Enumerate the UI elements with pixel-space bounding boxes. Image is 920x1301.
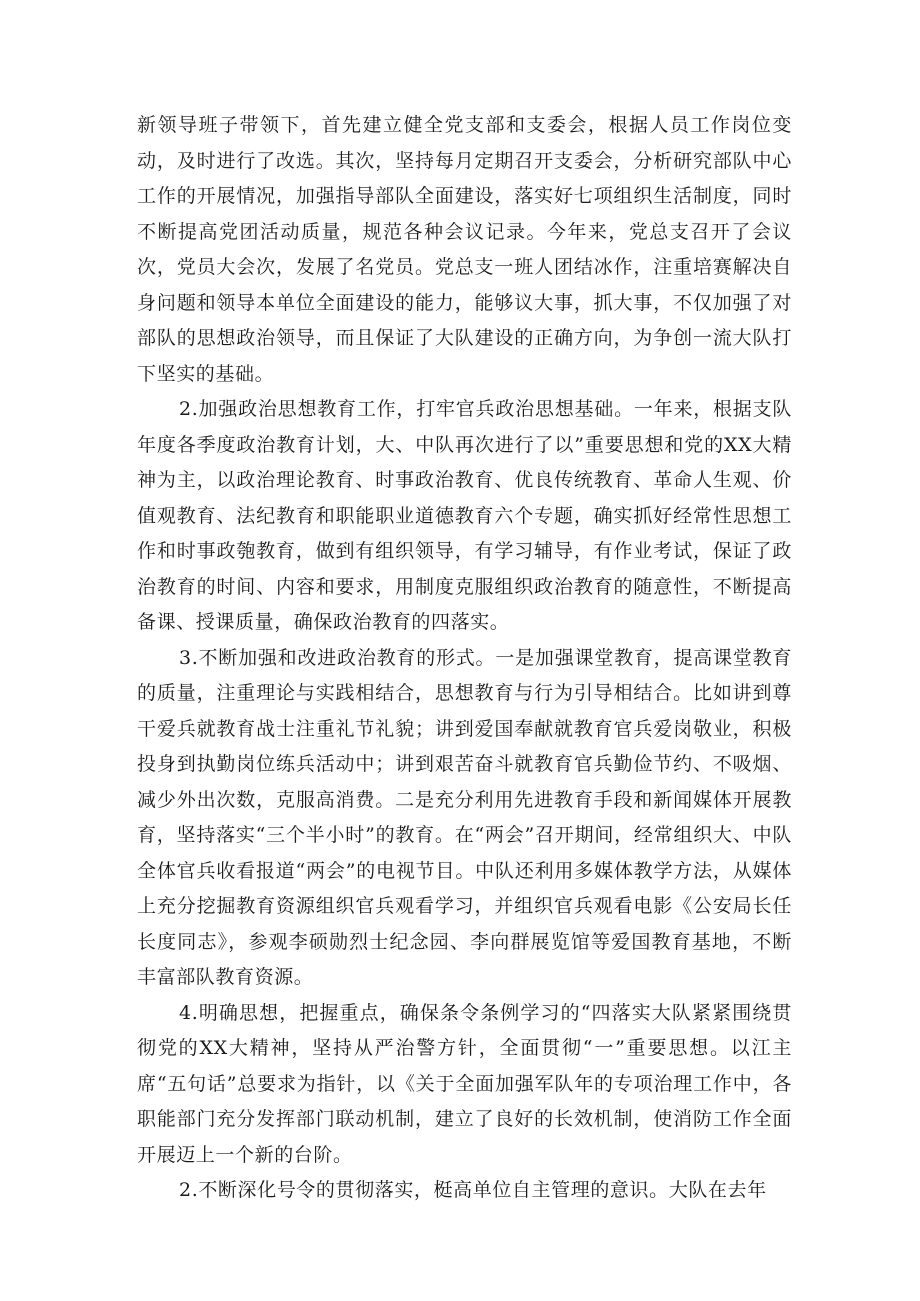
paragraph-item-2-orders: 2.不断深化号令的贯彻落实，梃高单位自主管理的意识。大队在去年 <box>179 1179 767 1201</box>
document-body <box>137 108 792 1209</box>
paragraph-continuation: 新领导班子带领下，首先建立健全党支部和支委会，根据人员工作岗位变动，及时进行了改选。其次，坚持每月定期召开支委会，分析研究部队中心工作的开展情况，加强指导部队全面建设，落实好七项组织生活制度，同时不断提高党团活动质量，规范各种会议记录。今年来，党总支召开了会议次，党员大会次，发展了名党员。党总支一班人团结冰作，注重培赛解决自身问题和领导本单位全面建设的能力，能够议大事，抓大事，不仅加强了对部队的思想政治领导，而且保证了大队建设的正确方向，为争创一流大队打下坚实的基础。 <box>137 114 792 385</box>
paragraph-item-4-regulations: 4.明确思想，把握重点，确保条令条例学习的“四落实大队紧紧围绕贯彻党的XX大精神，坚持从严治警方针，全面贯彻“一”重要思想。以江主席“五句话”总要求为指针，以《关于全面加强军队年的专项治理工作中，各职能部门充分发挥部门联动机制，建立了良好的长效机制，使消防工作全面开展迈上一个新的台阶。 <box>137 1001 792 1166</box>
paragraph-item-2-political-education: 2.加强政治思想教育工作，打牢官兵政治思想基础。一年来，根据支队年度各季度政治教育计划，大、中队再次进行了以”重要思想和党的XX大精神为主，以政治理论教育、时事政治教育、优良传统教育、革命人生观、价值观教育、法纪教育和职能职业道德教育六个专题，确实抓好经常性思想工作和时事政匏教育，做到有组织领导，有学习辅导，有作业考试，保证了政治教育的时间、内容和要求，用制度克服组织政治教育的随意性，不断提高备课、授课质量，确保政治教育的四落实。 <box>137 398 792 633</box>
paragraph-item-3-education-forms: 3.不断加强和改进政治教育的形式。一是加强课堂教育，提高课堂教育的质量，注重理论与实践相结合，思想教育与行为引导相结合。比如讲到尊干爱兵就教育战士注重礼节礼貌；讲到爱国奉献就教育官兵爱岗敬业，积极投身到执勤岗位练兵活动中；讲到艰苦奋斗就教育官兵勤俭节约、不吸烟、减少外出次数，克服高消费。二是充分利用先进教育手段和新闻媒体开展教育，坚持落实“三个半小时”的教育。在“两会”召开期间，经常组织大、中队全体官兵收看报道“两会”的电视节目。中队还利用多媒体教学方法，从媒体上充分挖掘教育资源组织官兵观看学习，并组织官兵观看电影《公安局长任长度同志》，参观李硕勋烈士纪念园、李向群展览馆等爱国教育基地，不断丰富部队教育资源。 <box>137 646 792 988</box>
